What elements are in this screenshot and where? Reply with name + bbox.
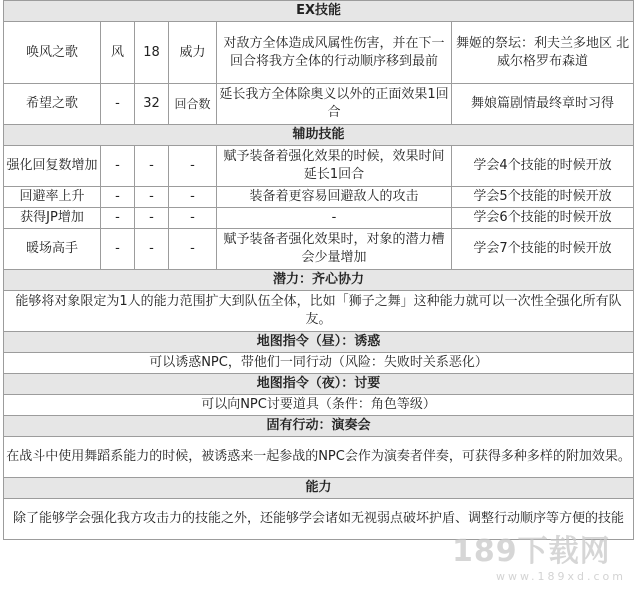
skill-name: 强化回复数增加 — [4, 146, 101, 187]
skill-effect: 对敌方全体造成风属性伤害，并在下一回合将我方全体的行动顺序移到最前 — [217, 22, 452, 84]
skill-source: 学会7个技能的时候开放 — [452, 229, 634, 270]
table-row — [4, 229, 634, 270]
skill-element: - — [101, 229, 135, 270]
skill-source: 舞姬的祭坛：利夫兰多地区 北威尔格罗布森道 — [452, 22, 634, 84]
unique-header: 固有行动：演奏会 — [4, 416, 634, 437]
table-row — [4, 208, 634, 229]
unique-text: 在战斗中使用舞蹈系能力的时候，被诱惑来一起参战的NPC会作为演奏者伴奏，可获得多种多样的附加效果。 — [4, 437, 634, 478]
section-header-map-night — [4, 374, 634, 395]
text-row — [4, 499, 634, 540]
skill-cost: 18 — [135, 22, 169, 84]
skill-type: - — [169, 229, 217, 270]
map-night-header: 地图指令（夜）：讨要 — [4, 374, 634, 395]
skill-cost: - — [135, 146, 169, 187]
section-header-support — [4, 125, 634, 146]
text-row — [4, 291, 634, 332]
skill-element: - — [101, 146, 135, 187]
support-header: 辅助技能 — [4, 125, 634, 146]
skill-source: 学会6个技能的时候开放 — [452, 208, 634, 229]
skill-type: - — [169, 187, 217, 208]
potential-text: 能够将对象限定为1人的能力范围扩大到队伍全体，比如「狮子之舞」这种能力就可以一次性全强化所有队友。 — [4, 291, 634, 332]
skill-element: - — [101, 187, 135, 208]
skill-effect: 延长我方全体除奥义以外的正面效果1回合 — [217, 84, 452, 125]
skill-element: 风 — [101, 22, 135, 84]
watermark-url: www.189xd.com — [496, 570, 626, 583]
skill-cost: - — [135, 229, 169, 270]
skill-type: - — [169, 208, 217, 229]
skill-effect: 装备着更容易回避敌人的攻击 — [217, 187, 452, 208]
skill-source: 学会5个技能的时候开放 — [452, 187, 634, 208]
text-row — [4, 437, 634, 478]
skill-name: 唤风之歌 — [4, 22, 101, 84]
table-row — [4, 84, 634, 125]
skill-element: - — [101, 84, 135, 125]
skill-cost: - — [135, 187, 169, 208]
skill-name: 回避率上升 — [4, 187, 101, 208]
skill-element: - — [101, 208, 135, 229]
section-header-potential — [4, 270, 634, 291]
ex-header: EX技能 — [4, 1, 634, 22]
text-row — [4, 395, 634, 416]
skill-cost: 32 — [135, 84, 169, 125]
skill-type: - — [169, 146, 217, 187]
skill-name: 暖场高手 — [4, 229, 101, 270]
skills-table — [3, 0, 634, 540]
table-row — [4, 187, 634, 208]
skill-source: 舞娘篇剧情最终章时习得 — [452, 84, 634, 125]
text-row — [4, 353, 634, 374]
skill-cost: - — [135, 208, 169, 229]
skill-name: 希望之歌 — [4, 84, 101, 125]
map-day-text: 可以诱惑NPC，带他们一同行动（风险：失败时关系恶化） — [4, 353, 634, 374]
map-day-header: 地图指令（昼）：诱惑 — [4, 332, 634, 353]
skill-effect: - — [217, 208, 452, 229]
watermark-logo: 189下载网 — [452, 534, 611, 569]
skill-source: 学会4个技能的时候开放 — [452, 146, 634, 187]
skill-name: 获得JP增加 — [4, 208, 101, 229]
section-header-map-day — [4, 332, 634, 353]
ability-text: 除了能够学会强化我方攻击力的技能之外，还能够学会诸如无视弱点破坏护盾、调整行动顺序等方便的技能 — [4, 499, 634, 540]
section-header-ex — [4, 1, 634, 22]
skill-effect: 赋予装备者强化效果时，对象的潜力槽会少量增加 — [217, 229, 452, 270]
skill-type: 威力 — [169, 22, 217, 84]
skill-effect: 赋予装备着强化效果的时候，效果时间延长1回合 — [217, 146, 452, 187]
ability-header: 能力 — [4, 478, 634, 499]
skill-type: 回合数 — [169, 84, 217, 125]
map-night-text: 可以向NPC讨要道具（条件：角色等级） — [4, 395, 634, 416]
table-row — [4, 22, 634, 84]
table-row — [4, 146, 634, 187]
section-header-unique — [4, 416, 634, 437]
potential-header: 潜力：齐心协力 — [4, 270, 634, 291]
section-header-ability — [4, 478, 634, 499]
